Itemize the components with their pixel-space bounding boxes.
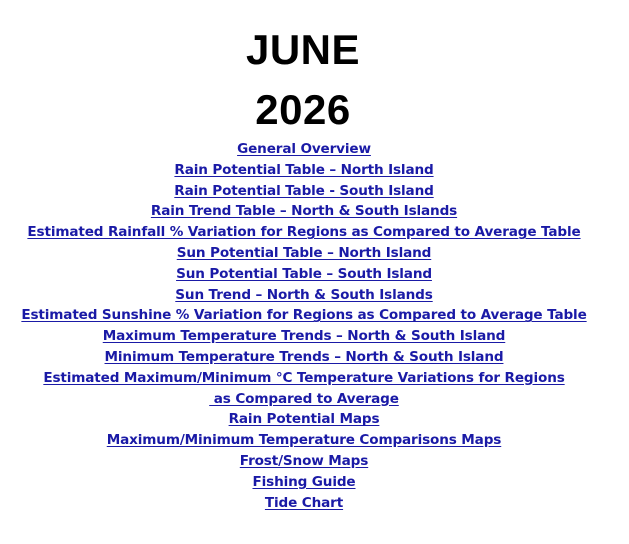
link-temp-variations[interactable]: Estimated Maximum/Minimum °C Temperature Variations for Regions [43, 369, 565, 386]
link-fishing-guide[interactable]: Fishing Guide [252, 473, 356, 490]
toc-item [0, 389, 608, 410]
link-sun-potential-north[interactable]: Sun Potential Table – North Island [176, 244, 432, 261]
toc-item [0, 264, 608, 285]
toc-item [0, 409, 608, 430]
toc-item [0, 347, 608, 368]
link-rain-trend[interactable]: Rain Trend Table – North & South Islands [150, 203, 458, 220]
toc-item [0, 430, 608, 451]
link-max-temp-trends[interactable]: Maximum Temperature Trends – North & South Island [102, 328, 506, 345]
toc-item [0, 160, 608, 181]
toc-item [0, 285, 608, 306]
link-rain-potential-north[interactable]: Rain Potential Table – North Island [174, 161, 434, 178]
toc-item [0, 222, 608, 243]
toc-item [0, 472, 608, 493]
link-rain-potential-maps[interactable]: Rain Potential Maps [228, 411, 380, 428]
link-general-overview[interactable]: General Overview [237, 141, 371, 157]
link-temp-comparison-maps[interactable]: Maximum/Minimum Temperature Comparisons Maps [106, 432, 502, 449]
year-title: 2026 [255, 86, 351, 133]
toc-item [0, 181, 608, 202]
link-sun-trend[interactable]: Sun Trend – North & South Islands [175, 286, 433, 303]
toc-item [0, 326, 608, 347]
link-frost-snow-maps[interactable]: Frost/Snow Maps [239, 452, 369, 469]
toc-item [0, 368, 608, 389]
link-sun-potential-south[interactable]: Sun Potential Table – South Island [176, 265, 432, 282]
link-min-temp-trends[interactable]: Minimum Temperature Trends – North & South Island [104, 348, 504, 365]
link-rainfall-variation[interactable]: Estimated Rainfall % Variation for Regions as Compared to Average Table [27, 224, 581, 241]
title-block [0, 20, 606, 140]
link-rain-potential-south[interactable]: Rain Potential Table - South Island [174, 182, 434, 199]
link-tide-chart[interactable]: Tide Chart [264, 494, 344, 511]
link-sunshine-variation[interactable]: Estimated Sunshine % Variation for Regions as Compared to Average Table [21, 307, 587, 324]
toc-item [0, 451, 608, 472]
toc-item [0, 139, 608, 160]
toc-item [0, 305, 608, 326]
month-title: JUNE [245, 26, 361, 73]
table-of-contents [0, 139, 608, 513]
link-temp-variations-continued[interactable]: as Compared to Average [209, 390, 399, 407]
toc-item [0, 201, 608, 222]
toc-item [0, 243, 608, 264]
toc-item [0, 493, 608, 514]
